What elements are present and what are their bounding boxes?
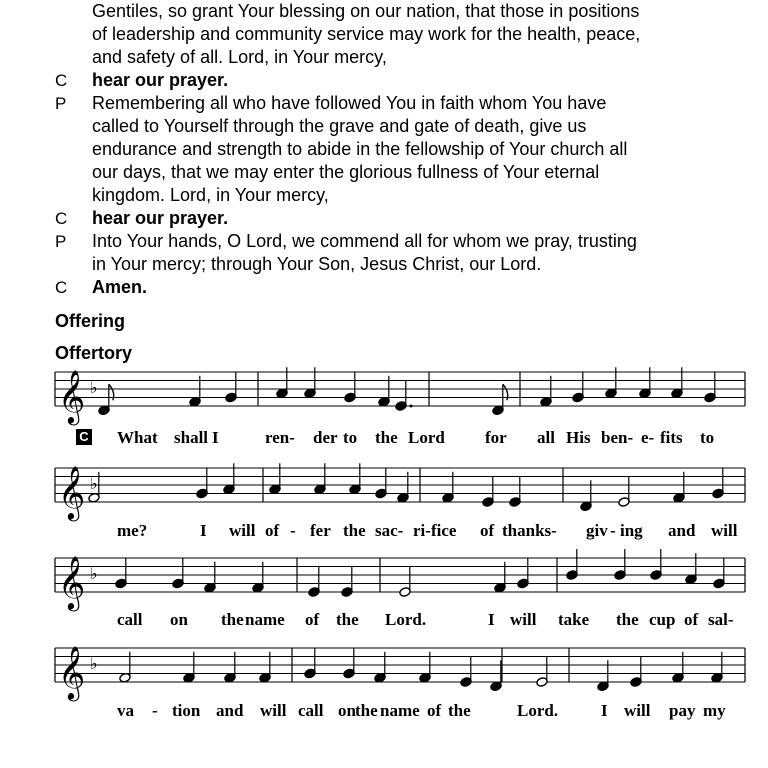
lyric-syllable: - [152,701,158,720]
lyric-syllable: ben- [601,428,634,447]
lyric-syllable: Lord. [517,701,559,720]
lyric-syllable: fice [431,521,457,540]
flat-icon: ♭ [90,378,98,397]
lyric-syllable: on [170,610,188,629]
lyric-syllable: ri- [413,521,431,540]
treble-clef-icon: 𝄞 [58,555,86,609]
lyric-syllable: all [537,428,555,447]
lyric-syllable: His [566,428,591,447]
congregation-marker: C [55,209,68,228]
lyric-syllable: e- [641,428,655,447]
lyric-syllable: will [260,701,287,720]
lyric-syllable: of [684,610,699,629]
flat-icon: ♭ [90,474,98,493]
lyric-syllable: sal- [708,610,734,629]
lyric-syllable: fits [660,428,683,447]
lyric-syllable: call [298,701,324,720]
lyric-syllable: the [448,701,471,720]
lyric-syllable: will [624,701,651,720]
prayer-line: Remembering all who have followed You in faith whom You have [92,93,607,113]
lyric-syllable: What [117,428,158,447]
prayer-line: endurance and strength to abide in the fellowship of Your church all [92,139,628,159]
lyric-syllable: my [703,701,726,720]
lyric-syllable: - [610,521,616,540]
treble-clef-icon: 𝄞 [58,369,86,423]
lyric-syllable: shall [174,428,209,447]
lyric-syllable: of [480,521,495,540]
offertory-heading: Offertory [55,343,133,363]
lyric-syllable: - [290,521,296,540]
prayer-line: our days, that we may enter the glorious fullness of Your eternal [92,162,600,182]
lyric-syllable: pay [669,701,696,720]
lyric-syllable: va [117,701,134,720]
lyric-syllable: thanks- [502,521,557,540]
lyric-syllable: cup [649,610,676,629]
lyric-syllable: ren- [265,428,295,447]
lyric-syllable: the [616,610,639,629]
lyric-syllable: to [343,428,358,447]
lyric-syllable: tion [172,701,201,720]
note-dot [410,405,413,408]
lyric-syllable: for [485,428,507,447]
lyric-syllable: will [229,521,256,540]
prayer-line: called to Yourself through the grave and gate of death, give us [92,116,587,136]
lyric-syllable: I [212,428,219,447]
lyric-syllable: I [200,521,207,540]
prayer-line: Gentiles, so grant Your blessing on our nation, that those in positions [92,1,640,21]
lyric-syllable: giv [586,521,608,540]
prayer-line: and safety of all. Lord, in Your mercy, [92,47,387,67]
response-line: hear our prayer. [92,70,229,90]
lyric-syllable: Lord. [385,610,427,629]
lyric-syllable: ing [620,521,643,540]
lyric-syllable: Lord [408,428,445,447]
lyric-syllable: me? [117,521,148,540]
lyric-syllable: the [343,521,366,540]
lyric-syllable: will [510,610,537,629]
lyric-syllable: der [313,428,338,447]
treble-clef-icon: 𝄞 [58,465,86,519]
lyric-syllable: sac- [375,521,404,540]
congregation-marker: C [55,71,68,90]
lyric-syllable: call [117,610,143,629]
lyric-syllable: to [700,428,715,447]
lyric-syllable: of [427,701,442,720]
lyric-syllable: on [338,701,356,720]
treble-clef-icon: 𝄞 [58,645,86,699]
lyric-syllable: name [245,610,285,629]
lyric-syllable: and [668,521,696,540]
pastor-marker: P [55,94,67,113]
lyric-syllable: the [336,610,359,629]
lyric-syllable: fer [310,521,331,540]
response-line: Amen. [92,277,148,297]
prayer-line: of leadership and community service may work for the health, peace, [92,24,641,44]
lyric-syllable: the [221,610,244,629]
lyric-syllable: and [216,701,244,720]
lyric-syllable: the [355,701,378,720]
lyric-syllable: the [375,428,398,447]
lyric-syllable: will [711,521,738,540]
prayer-line: kingdom. Lord, in Your mercy, [92,185,329,205]
lyric-syllable: I [601,701,608,720]
lyric-syllable: I [488,610,495,629]
lyric-syllable: of [305,610,320,629]
pastor-marker: P [55,232,67,251]
prayer-line: Into Your hands, O Lord, we commend all for whom we pray, trusting [92,231,637,251]
congregation-marker: C [55,278,68,297]
prayer-line: in Your mercy; through Your Son, Jesus Christ, our Lord. [92,254,542,274]
offering-heading: Offering [55,311,125,331]
lyric-syllable: take [558,610,590,629]
lyric-syllable: of [265,521,280,540]
flat-icon: ♭ [90,654,98,673]
response-line: hear our prayer. [92,208,229,228]
lyric-syllable: name [380,701,420,720]
congregation-badge: C [76,429,92,445]
flat-icon: ♭ [90,564,98,583]
